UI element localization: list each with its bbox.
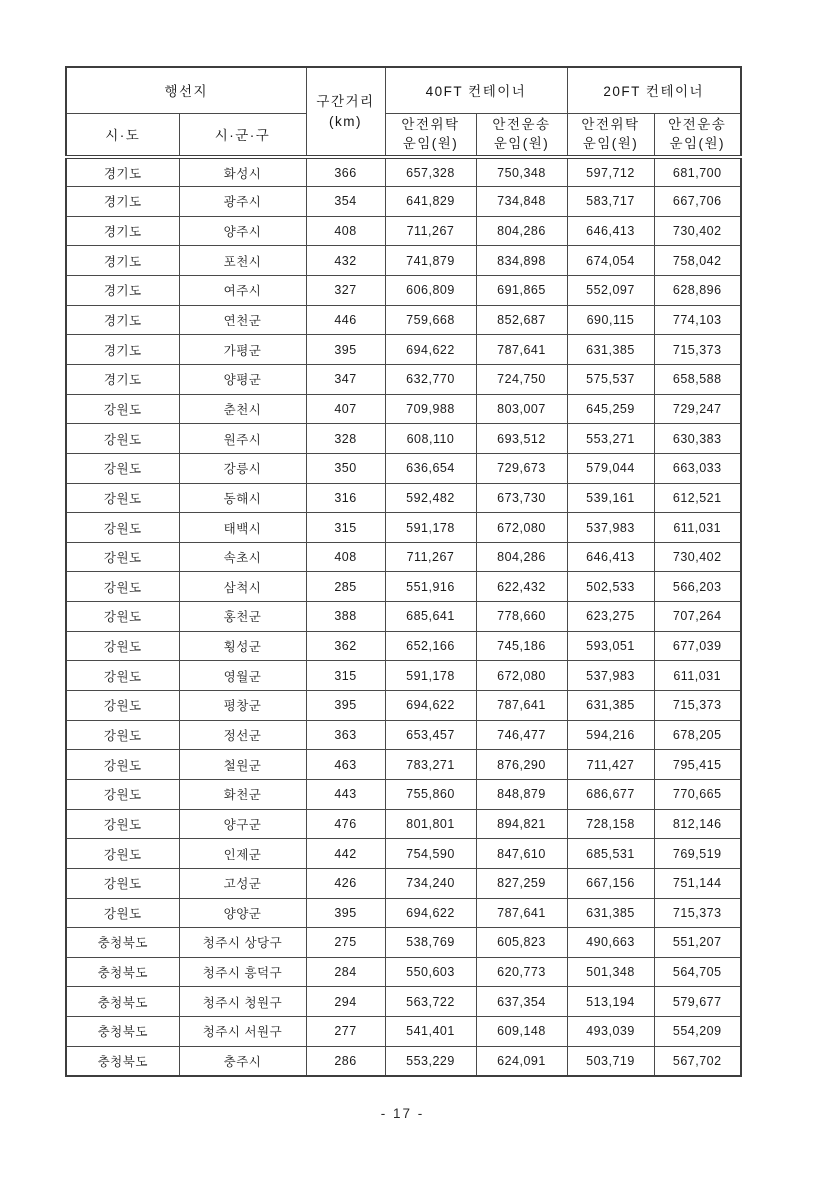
cell-ft40_transport: 609,148 xyxy=(476,1017,567,1047)
header-distance xyxy=(306,67,385,157)
cell-district: 청주시 청원구 xyxy=(179,987,306,1017)
table-row xyxy=(66,305,741,335)
header-20ft-consign-fee xyxy=(567,113,654,157)
cell-ft40_consign: 783,271 xyxy=(385,750,476,780)
cell-ft20_transport: 667,706 xyxy=(654,187,741,217)
cell-province: 충청북도 xyxy=(66,957,179,987)
cell-distance_km: 284 xyxy=(306,957,385,987)
cell-ft40_transport: 605,823 xyxy=(476,928,567,958)
header-40ft-consign-line2: 운임(원) xyxy=(402,136,459,152)
cell-ft20_transport: 658,588 xyxy=(654,364,741,394)
cell-district: 홍천군 xyxy=(179,602,306,632)
cell-ft40_consign: 694,622 xyxy=(385,335,476,365)
cell-district: 고성군 xyxy=(179,868,306,898)
cell-ft40_consign: 685,641 xyxy=(385,602,476,632)
cell-province: 강원도 xyxy=(66,898,179,928)
cell-distance_km: 277 xyxy=(306,1017,385,1047)
cell-distance_km: 426 xyxy=(306,868,385,898)
cell-ft20_consign: 645,259 xyxy=(567,394,654,424)
cell-ft20_consign: 579,044 xyxy=(567,453,654,483)
cell-ft40_transport: 804,286 xyxy=(476,216,567,246)
cell-province: 강원도 xyxy=(66,691,179,721)
cell-ft40_transport: 745,186 xyxy=(476,631,567,661)
table-row xyxy=(66,424,741,454)
cell-province: 강원도 xyxy=(66,453,179,483)
cell-province: 경기도 xyxy=(66,305,179,335)
cell-ft40_consign: 694,622 xyxy=(385,898,476,928)
cell-district: 태백시 xyxy=(179,513,306,543)
cell-province: 강원도 xyxy=(66,424,179,454)
table-row xyxy=(66,246,741,276)
cell-ft20_consign: 631,385 xyxy=(567,898,654,928)
cell-ft40_consign: 563,722 xyxy=(385,987,476,1017)
cell-ft20_consign: 503,719 xyxy=(567,1046,654,1076)
cell-ft40_consign: 801,801 xyxy=(385,809,476,839)
cell-district: 양구군 xyxy=(179,809,306,839)
cell-ft20_consign: 537,983 xyxy=(567,513,654,543)
header-destination: 행선지 xyxy=(66,67,306,113)
header-district: 시·군·구 xyxy=(179,113,306,157)
cell-ft20_transport: 715,373 xyxy=(654,691,741,721)
cell-ft40_consign: 636,654 xyxy=(385,453,476,483)
cell-province: 강원도 xyxy=(66,809,179,839)
cell-distance_km: 315 xyxy=(306,661,385,691)
cell-district: 광주시 xyxy=(179,187,306,217)
cell-ft40_consign: 754,590 xyxy=(385,839,476,869)
cell-ft40_transport: 787,641 xyxy=(476,898,567,928)
cell-province: 경기도 xyxy=(66,335,179,365)
cell-district: 속초시 xyxy=(179,542,306,572)
cell-province: 경기도 xyxy=(66,246,179,276)
cell-ft40_consign: 652,166 xyxy=(385,631,476,661)
cell-ft40_consign: 694,622 xyxy=(385,691,476,721)
header-20ft-consign-line1: 안전위탁 xyxy=(581,116,640,132)
cell-distance_km: 366 xyxy=(306,157,385,187)
table-row xyxy=(66,691,741,721)
cell-ft20_consign: 502,533 xyxy=(567,572,654,602)
cell-ft40_consign: 541,401 xyxy=(385,1017,476,1047)
cell-ft20_transport: 730,402 xyxy=(654,542,741,572)
cell-province: 충청북도 xyxy=(66,928,179,958)
cell-ft40_consign: 657,328 xyxy=(385,157,476,187)
table-row xyxy=(66,542,741,572)
header-20ft-transport-fee xyxy=(654,113,741,157)
cell-ft40_consign: 653,457 xyxy=(385,720,476,750)
cell-distance_km: 362 xyxy=(306,631,385,661)
header-container-40ft: 40FT 컨테이너 xyxy=(385,67,567,113)
table-row xyxy=(66,335,741,365)
cell-ft20_consign: 552,097 xyxy=(567,276,654,306)
cell-province: 경기도 xyxy=(66,276,179,306)
cell-ft20_transport: 554,209 xyxy=(654,1017,741,1047)
cell-province: 강원도 xyxy=(66,720,179,750)
table-row xyxy=(66,779,741,809)
cell-province: 강원도 xyxy=(66,483,179,513)
page-number: - 17 - xyxy=(380,1106,425,1121)
cell-district: 충주시 xyxy=(179,1046,306,1076)
table-row xyxy=(66,839,741,869)
cell-distance_km: 407 xyxy=(306,394,385,424)
cell-distance_km: 363 xyxy=(306,720,385,750)
header-20ft-consign-line2: 운임(원) xyxy=(582,136,639,152)
cell-ft20_transport: 812,146 xyxy=(654,809,741,839)
table-row xyxy=(66,809,741,839)
cell-distance_km: 286 xyxy=(306,1046,385,1076)
cell-ft20_consign: 493,039 xyxy=(567,1017,654,1047)
table-row xyxy=(66,513,741,543)
table-body xyxy=(66,157,741,1076)
cell-ft40_transport: 804,286 xyxy=(476,542,567,572)
cell-ft20_transport: 730,402 xyxy=(654,216,741,246)
cell-district: 양양군 xyxy=(179,898,306,928)
cell-ft40_transport: 673,730 xyxy=(476,483,567,513)
cell-distance_km: 315 xyxy=(306,513,385,543)
cell-ft20_transport: 795,415 xyxy=(654,750,741,780)
table-row xyxy=(66,187,741,217)
cell-province: 강원도 xyxy=(66,542,179,572)
cell-ft20_consign: 597,712 xyxy=(567,157,654,187)
cell-ft40_transport: 693,512 xyxy=(476,424,567,454)
cell-ft20_consign: 728,158 xyxy=(567,809,654,839)
cell-ft40_transport: 787,641 xyxy=(476,335,567,365)
cell-ft20_consign: 646,413 xyxy=(567,216,654,246)
cell-distance_km: 443 xyxy=(306,779,385,809)
cell-province: 강원도 xyxy=(66,750,179,780)
cell-ft20_consign: 583,717 xyxy=(567,187,654,217)
cell-ft40_transport: 746,477 xyxy=(476,720,567,750)
cell-ft20_transport: 612,521 xyxy=(654,483,741,513)
cell-distance_km: 285 xyxy=(306,572,385,602)
cell-province: 강원도 xyxy=(66,779,179,809)
cell-distance_km: 347 xyxy=(306,364,385,394)
cell-ft40_consign: 759,668 xyxy=(385,305,476,335)
cell-ft20_consign: 623,275 xyxy=(567,602,654,632)
cell-ft20_transport: 715,373 xyxy=(654,335,741,365)
cell-district: 동해시 xyxy=(179,483,306,513)
table-row xyxy=(66,364,741,394)
header-40ft-transport-fee xyxy=(476,113,567,157)
cell-ft20_consign: 631,385 xyxy=(567,335,654,365)
header-row-2 xyxy=(66,113,741,157)
table-row xyxy=(66,216,741,246)
cell-ft40_consign: 550,603 xyxy=(385,957,476,987)
cell-distance_km: 327 xyxy=(306,276,385,306)
cell-ft40_consign: 591,178 xyxy=(385,513,476,543)
cell-ft40_transport: 729,673 xyxy=(476,453,567,483)
cell-distance_km: 476 xyxy=(306,809,385,839)
cell-ft40_transport: 672,080 xyxy=(476,513,567,543)
cell-district: 춘천시 xyxy=(179,394,306,424)
cell-ft40_transport: 734,848 xyxy=(476,187,567,217)
cell-ft40_transport: 848,879 xyxy=(476,779,567,809)
table-row xyxy=(66,720,741,750)
header-container-20ft: 20FT 컨테이너 xyxy=(567,67,741,113)
cell-district: 인제군 xyxy=(179,839,306,869)
cell-district: 횡성군 xyxy=(179,631,306,661)
cell-distance_km: 395 xyxy=(306,335,385,365)
cell-district: 삼척시 xyxy=(179,572,306,602)
cell-ft40_consign: 606,809 xyxy=(385,276,476,306)
cell-ft40_consign: 632,770 xyxy=(385,364,476,394)
header-distance-line1: 구간거리 xyxy=(316,93,375,109)
cell-ft20_transport: 678,205 xyxy=(654,720,741,750)
cell-district: 화성시 xyxy=(179,157,306,187)
cell-ft40_transport: 620,773 xyxy=(476,957,567,987)
cell-ft40_consign: 591,178 xyxy=(385,661,476,691)
cell-ft20_consign: 631,385 xyxy=(567,691,654,721)
header-20ft-transport-line1: 안전운송 xyxy=(668,116,727,132)
cell-ft20_consign: 690,115 xyxy=(567,305,654,335)
cell-ft40_consign: 709,988 xyxy=(385,394,476,424)
header-20ft-transport-line2: 운임(원) xyxy=(669,136,726,152)
cell-ft20_transport: 564,705 xyxy=(654,957,741,987)
cell-ft40_transport: 847,610 xyxy=(476,839,567,869)
cell-distance_km: 328 xyxy=(306,424,385,454)
cell-district: 포천시 xyxy=(179,246,306,276)
cell-ft20_consign: 667,156 xyxy=(567,868,654,898)
cell-ft20_transport: 681,700 xyxy=(654,157,741,187)
cell-province: 강원도 xyxy=(66,661,179,691)
cell-ft40_transport: 827,259 xyxy=(476,868,567,898)
table-row xyxy=(66,1017,741,1047)
table-row xyxy=(66,631,741,661)
cell-ft40_transport: 622,432 xyxy=(476,572,567,602)
table-header xyxy=(66,67,741,157)
table-row xyxy=(66,898,741,928)
cell-distance_km: 316 xyxy=(306,483,385,513)
cell-ft40_consign: 538,769 xyxy=(385,928,476,958)
cell-district: 청주시 흥덕구 xyxy=(179,957,306,987)
cell-district: 평창군 xyxy=(179,691,306,721)
cell-ft40_consign: 741,879 xyxy=(385,246,476,276)
cell-ft20_consign: 490,663 xyxy=(567,928,654,958)
cell-ft20_consign: 685,531 xyxy=(567,839,654,869)
cell-ft20_transport: 770,665 xyxy=(654,779,741,809)
cell-ft20_consign: 539,161 xyxy=(567,483,654,513)
cell-ft20_transport: 707,264 xyxy=(654,602,741,632)
cell-distance_km: 442 xyxy=(306,839,385,869)
cell-ft20_transport: 611,031 xyxy=(654,513,741,543)
cell-ft20_consign: 593,051 xyxy=(567,631,654,661)
cell-ft20_consign: 674,054 xyxy=(567,246,654,276)
cell-distance_km: 388 xyxy=(306,602,385,632)
cell-ft40_transport: 894,821 xyxy=(476,809,567,839)
cell-district: 정선군 xyxy=(179,720,306,750)
cell-province: 경기도 xyxy=(66,216,179,246)
cell-distance_km: 432 xyxy=(306,246,385,276)
cell-distance_km: 395 xyxy=(306,691,385,721)
table-row xyxy=(66,572,741,602)
cell-distance_km: 408 xyxy=(306,542,385,572)
cell-distance_km: 354 xyxy=(306,187,385,217)
table-row xyxy=(66,602,741,632)
table-row xyxy=(66,394,741,424)
cell-province: 충청북도 xyxy=(66,987,179,1017)
cell-ft40_transport: 691,865 xyxy=(476,276,567,306)
cell-ft20_transport: 751,144 xyxy=(654,868,741,898)
cell-province: 경기도 xyxy=(66,157,179,187)
cell-distance_km: 294 xyxy=(306,987,385,1017)
cell-province: 강원도 xyxy=(66,602,179,632)
table-row xyxy=(66,750,741,780)
cell-ft40_consign: 641,829 xyxy=(385,187,476,217)
table-row xyxy=(66,928,741,958)
cell-ft20_consign: 575,537 xyxy=(567,364,654,394)
cell-ft20_transport: 774,103 xyxy=(654,305,741,335)
cell-ft20_consign: 513,194 xyxy=(567,987,654,1017)
table-row xyxy=(66,453,741,483)
cell-ft20_transport: 579,677 xyxy=(654,987,741,1017)
table-row xyxy=(66,1046,741,1076)
cell-ft40_transport: 624,091 xyxy=(476,1046,567,1076)
cell-ft20_transport: 715,373 xyxy=(654,898,741,928)
cell-ft40_consign: 755,860 xyxy=(385,779,476,809)
header-40ft-transport-line1: 안전운송 xyxy=(492,116,551,132)
cell-ft20_consign: 594,216 xyxy=(567,720,654,750)
cell-district: 철원군 xyxy=(179,750,306,780)
cell-district: 양평군 xyxy=(179,364,306,394)
cell-ft40_consign: 608,110 xyxy=(385,424,476,454)
cell-ft20_consign: 646,413 xyxy=(567,542,654,572)
table-row xyxy=(66,276,741,306)
cell-ft20_consign: 711,427 xyxy=(567,750,654,780)
cell-ft40_consign: 592,482 xyxy=(385,483,476,513)
cell-ft20_transport: 677,039 xyxy=(654,631,741,661)
cell-ft40_consign: 551,916 xyxy=(385,572,476,602)
cell-ft40_transport: 724,750 xyxy=(476,364,567,394)
cell-district: 영월군 xyxy=(179,661,306,691)
cell-ft20_consign: 501,348 xyxy=(567,957,654,987)
cell-province: 강원도 xyxy=(66,631,179,661)
cell-ft20_transport: 611,031 xyxy=(654,661,741,691)
cell-distance_km: 446 xyxy=(306,305,385,335)
cell-ft20_transport: 663,033 xyxy=(654,453,741,483)
cell-ft40_transport: 778,660 xyxy=(476,602,567,632)
cell-province: 충청북도 xyxy=(66,1017,179,1047)
cell-ft20_consign: 553,271 xyxy=(567,424,654,454)
table-row xyxy=(66,868,741,898)
cell-distance_km: 275 xyxy=(306,928,385,958)
cell-ft40_transport: 852,687 xyxy=(476,305,567,335)
table-row xyxy=(66,483,741,513)
cell-ft40_consign: 734,240 xyxy=(385,868,476,898)
cell-province: 강원도 xyxy=(66,868,179,898)
cell-province: 강원도 xyxy=(66,572,179,602)
cell-ft20_transport: 630,383 xyxy=(654,424,741,454)
cell-ft20_transport: 729,247 xyxy=(654,394,741,424)
cell-district: 화천군 xyxy=(179,779,306,809)
table-row xyxy=(66,957,741,987)
cell-ft20_transport: 628,896 xyxy=(654,276,741,306)
cell-distance_km: 350 xyxy=(306,453,385,483)
table-row xyxy=(66,157,741,187)
table-row xyxy=(66,661,741,691)
cell-province: 강원도 xyxy=(66,839,179,869)
cell-ft20_transport: 758,042 xyxy=(654,246,741,276)
cell-ft40_transport: 672,080 xyxy=(476,661,567,691)
cell-ft20_transport: 566,203 xyxy=(654,572,741,602)
header-40ft-consign-fee xyxy=(385,113,476,157)
cell-district: 여주시 xyxy=(179,276,306,306)
cell-province: 경기도 xyxy=(66,187,179,217)
cell-district: 원주시 xyxy=(179,424,306,454)
cell-province: 충청북도 xyxy=(66,1046,179,1076)
cell-province: 강원도 xyxy=(66,394,179,424)
header-distance-line2: (km) xyxy=(329,113,362,129)
cell-district: 가평군 xyxy=(179,335,306,365)
cell-distance_km: 408 xyxy=(306,216,385,246)
cell-ft40_transport: 637,354 xyxy=(476,987,567,1017)
cell-province: 강원도 xyxy=(66,513,179,543)
header-40ft-transport-line2: 운임(원) xyxy=(493,136,550,152)
cell-ft40_transport: 834,898 xyxy=(476,246,567,276)
cell-ft40_consign: 711,267 xyxy=(385,216,476,246)
cell-ft40_transport: 803,007 xyxy=(476,394,567,424)
cell-ft20_transport: 551,207 xyxy=(654,928,741,958)
cell-district: 연천군 xyxy=(179,305,306,335)
cell-ft40_transport: 876,290 xyxy=(476,750,567,780)
cell-ft20_transport: 769,519 xyxy=(654,839,741,869)
cell-ft40_transport: 787,641 xyxy=(476,691,567,721)
freight-rate-table xyxy=(65,66,742,1077)
header-province: 시·도 xyxy=(66,113,179,157)
table-row xyxy=(66,987,741,1017)
cell-distance_km: 395 xyxy=(306,898,385,928)
cell-ft40_transport: 750,348 xyxy=(476,157,567,187)
cell-district: 청주시 서원구 xyxy=(179,1017,306,1047)
cell-ft20_consign: 686,677 xyxy=(567,779,654,809)
cell-ft20_transport: 567,702 xyxy=(654,1046,741,1076)
cell-distance_km: 463 xyxy=(306,750,385,780)
cell-ft40_consign: 553,229 xyxy=(385,1046,476,1076)
header-row-1 xyxy=(66,67,741,113)
cell-district: 강릉시 xyxy=(179,453,306,483)
cell-province: 경기도 xyxy=(66,364,179,394)
cell-district: 청주시 상당구 xyxy=(179,928,306,958)
cell-ft20_consign: 537,983 xyxy=(567,661,654,691)
cell-district: 양주시 xyxy=(179,216,306,246)
cell-ft40_consign: 711,267 xyxy=(385,542,476,572)
header-40ft-consign-line1: 안전위탁 xyxy=(401,116,460,132)
